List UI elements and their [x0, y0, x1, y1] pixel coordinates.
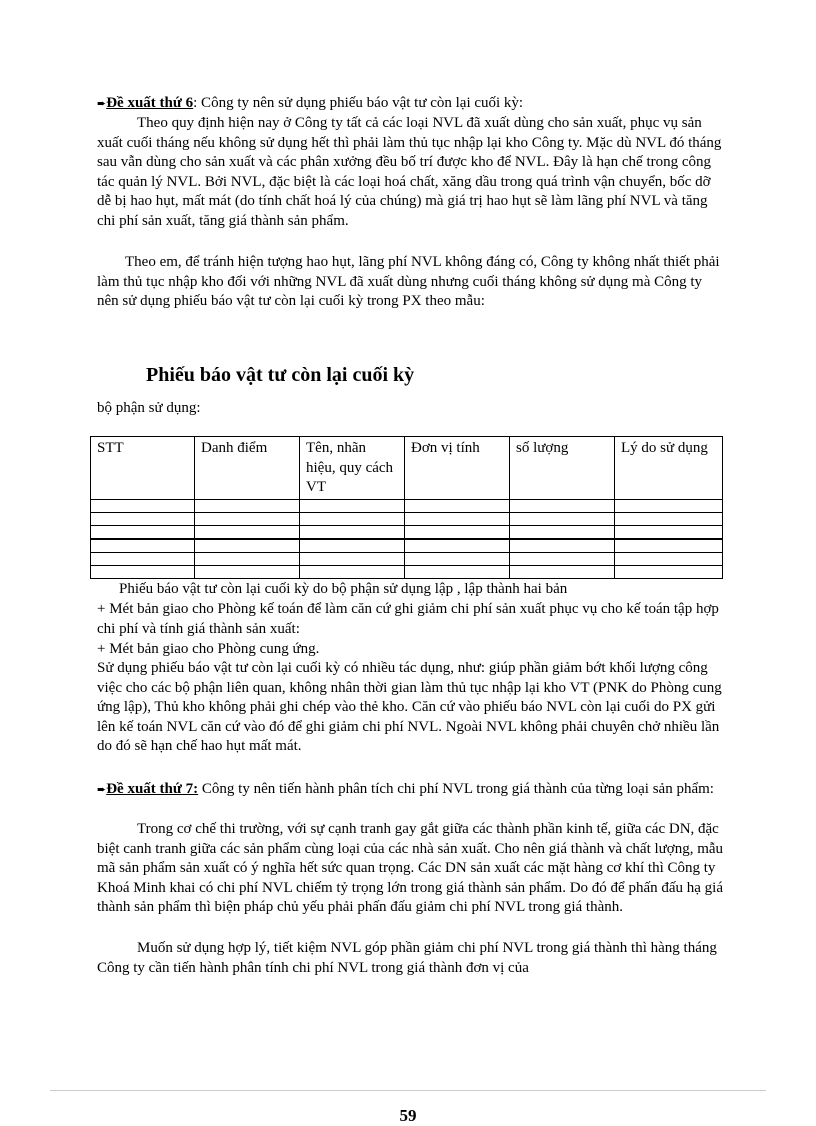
proposal-6-heading	[97, 94, 727, 115]
paragraph-7: Trong cơ chế thi trường, với sự cạnh tranh gay gắt giữa các thành phần kinh tế, giữa các DN, đặc biệt canh tranh giữa các sản phẩm cùng loại của các nhà sản xuất. Cho nên giá thành và chất lượng, mẫu mã sản phẩm sản xuất có ý nghĩa hết sức quan trọng. Các DN sản xuất các mặt hàng cơ khí thì Công ty Khoá Minh khai có chi phí NVL chiếm tỷ trọng lớn trong giá thành sản phẩm. Do đó để phấn đấu hạ giá thành sản phẩm thì biện pháp chủ yếu phải phấn đấu giảm chi phí NVL trong giá thành.	[97, 821, 724, 915]
page-number: 59	[399, 1106, 417, 1125]
table-cell	[510, 565, 615, 578]
proposal-7-text: Công ty nên tiến hành phân tích chi phí NVL trong giá thành của từng loại sản phẩm:	[198, 781, 714, 797]
table-cell	[510, 499, 615, 512]
table-cell	[300, 539, 405, 553]
table-cell	[300, 565, 405, 578]
table-cell	[405, 539, 510, 553]
table-row	[91, 512, 723, 525]
material-form-table	[90, 436, 723, 579]
column-header: số lượng	[510, 437, 615, 500]
paragraph-6: Sử dụng phiếu báo vật tư còn lại cuối kỳ có nhiều tác dụng, như: giúp phần giảm bớt khối lượng công việc cho các bộ phận liên quan, không nhân thời gian làm thủ tục nhập lại kho VT (PNK do Phòng cung ứng lập), Thủ kho không phải ghi chép vào thẻ kho. Căn cứ vào phiếu báo NVL còn lại cuối do PX gửi lên kế toán NVL căn cứ vào đó để ghi giảm chi phí NVL. Ngoài NVL không phải chuyên chở nhiều lần do đó sẽ hạn chế hao hụt mất mát.	[97, 660, 722, 754]
arrow-icon: ➨	[97, 784, 107, 796]
proposal-6-label: Đề xuất thứ 6	[106, 95, 194, 111]
table-cell	[615, 552, 723, 565]
table-cell	[300, 552, 405, 565]
table-cell	[510, 512, 615, 525]
table-cell	[91, 539, 195, 553]
footer-divider	[50, 1090, 766, 1091]
paragraph-8: Muốn sử dụng hợp lý, tiết kiệm NVL góp phần giảm chi phí NVL trong giá thành thì hàng tháng Công ty cần tiến hành phân tính chi phí NVL trong giá thành đơn vị của	[97, 940, 717, 976]
proposal-7-label: Đề xuất thứ 7:	[106, 781, 199, 797]
paragraph-4: + Mét bản giao cho Phòng kế toán để làm căn cứ ghi giảm chi phí sản xuất phục vụ cho kế toán tập hợp chi phí và tính giá thành sản xuất:	[97, 601, 719, 637]
paragraph-3: Phiếu báo vật tư còn lại cuối kỳ do bộ phận sử dụng lập , lập thành hai bản	[119, 581, 568, 597]
table-cell	[195, 499, 300, 512]
table-cell	[91, 499, 195, 512]
table-row	[91, 499, 723, 512]
table-cell	[300, 512, 405, 525]
table-cell	[405, 499, 510, 512]
table-cell	[91, 512, 195, 525]
table-cell	[195, 565, 300, 578]
table-cell	[615, 539, 723, 553]
proposal-6-text: : Công ty nên sử dụng phiếu báo vật tư còn lại cuối kỳ:	[193, 95, 524, 111]
form-title: Phiếu báo vật tư còn lại cuối kỳ	[146, 364, 415, 386]
table-cell	[300, 525, 405, 539]
paragraph-5: + Mét bản giao cho Phòng cung ứng.	[97, 641, 320, 657]
table-cell	[615, 565, 723, 578]
column-header: Danh điểm	[195, 437, 300, 500]
paragraph-2: Theo em, để tránh hiện tượng hao hụt, lãng phí NVL không đáng có, Công ty không nhất thiết phải làm thủ tục nhập kho đối với những NVL đã xuất dùng nhưng cuối tháng không sử dụng mà Công ty nên sử dụng phiếu báo vật tư còn lại cuối kỳ trong PX theo mẫu:	[97, 254, 720, 309]
table-cell	[510, 539, 615, 553]
paragraph-1: Theo quy định hiện nay ở Công ty tất cả các loại NVL đã xuất dùng cho sản xuất, phục vụ sản xuất cuối tháng nếu không sử dụng hết thì phải làm thủ tục nhập lại kho Công ty. Mặc dù NVL đó tháng sau vẫn dùng cho sản xuất và các phân xưởng đều bố trí được kho để NVL. Đây là hạn chế trong công tác quản lý NVL. Bởi NVL, đặc biệt là các loại hoá chất, xăng dầu trong quá trình vận chuyển, bốc dỡ dễ bị hao hụt, mất mát (do tính chất hoá lý của chúng) mà giá trị hao hụt sẽ làm lãng phí NVL và tăng chi phí sản xuất, tăng giá thành sản phẩm.	[97, 115, 722, 229]
column-header: Lý do sử dụng	[615, 437, 723, 500]
table-header-row	[91, 437, 723, 500]
table-cell	[405, 565, 510, 578]
arrow-icon: ➨	[97, 98, 107, 110]
table-cell	[405, 512, 510, 525]
table-cell	[91, 525, 195, 539]
table-cell	[195, 512, 300, 525]
form-subtitle: bộ phận sử dụng:	[97, 400, 201, 416]
table-cell	[510, 525, 615, 539]
column-header: STT	[91, 437, 195, 500]
table-row	[91, 539, 723, 553]
table-cell	[195, 525, 300, 539]
table-cell	[615, 512, 723, 525]
table-cell	[195, 539, 300, 553]
table-cell	[195, 552, 300, 565]
table-cell	[91, 552, 195, 565]
table-cell	[510, 552, 615, 565]
column-header: Tên, nhãn hiệu, quy cách VT	[300, 437, 405, 500]
proposal-7-heading	[97, 780, 727, 801]
column-header: Đơn vị tính	[405, 437, 510, 500]
table-row	[91, 552, 723, 565]
table-cell	[300, 499, 405, 512]
table-cell	[615, 525, 723, 539]
table-cell	[615, 499, 723, 512]
table-cell	[91, 565, 195, 578]
table-row	[91, 565, 723, 578]
table-row	[91, 525, 723, 539]
table-cell	[405, 552, 510, 565]
table-cell	[405, 525, 510, 539]
